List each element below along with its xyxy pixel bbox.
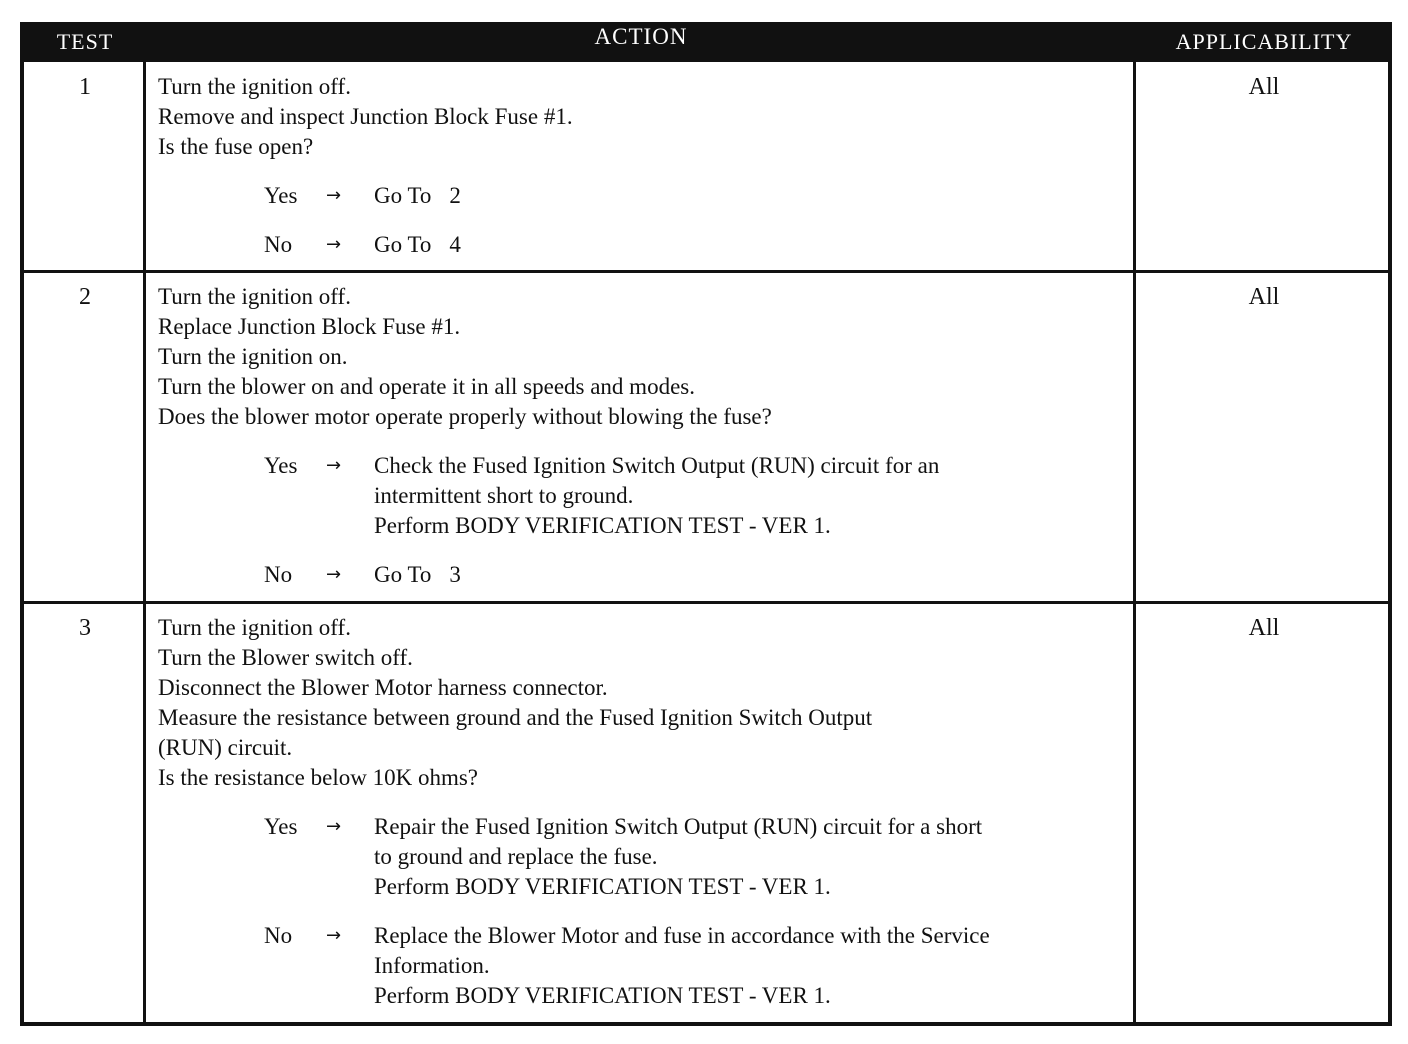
action-cell-1 [158,72,1128,260]
goto-text: Go To [374,562,432,587]
step-line: Remove and inspect Junction Block Fuse #1. [158,104,573,129]
step-line: Turn the ignition on. [158,344,348,369]
answer-line: Perform BODY VERIFICATION TEST - VER 1. [374,513,831,538]
step-line: Measure the resistance between ground and the Fused Ignition Switch Output [158,705,873,730]
step-line: Turn the ignition off. [158,615,351,640]
answer-line: Check the Fused Ignition Switch Output (RUN) circuit for an [374,453,940,478]
answer-line: Replace the Blower Motor and fuse in accordance with the Service [374,923,990,948]
goto-number: 4 [449,232,461,257]
test-number-3: 3 [79,615,91,641]
step-line: Turn the Blower switch off. [158,645,413,670]
answer-line: to ground and replace the fuse. [374,844,658,869]
action-cell-2 [158,282,1128,590]
test-number-1: 1 [79,74,91,100]
action-cell-3 [158,613,1128,1011]
goto-target [374,230,1128,260]
answer-label: No [264,923,293,948]
step-line: Turn the ignition off. [158,74,351,99]
step-line: Is the fuse open? [158,134,314,159]
goto-target [374,560,1128,590]
diagnostic-table [20,22,1392,1026]
answer-body [374,812,1128,902]
answer-line: Perform BODY VERIFICATION TEST - VER 1. [374,874,831,899]
goto-target [374,181,1128,211]
answer-label: Yes [264,814,298,839]
answer-yes [158,451,1128,541]
step-line: Turn the ignition off. [158,284,351,309]
answer-label: Yes [264,183,298,208]
goto-number: 2 [449,183,461,208]
answer-yes [158,181,1128,211]
arrow-right-icon: → [326,185,342,206]
answer-no [158,230,1128,260]
answer-line: Perform BODY VERIFICATION TEST - VER 1. [374,983,831,1008]
step-line: (RUN) circuit. [158,735,293,760]
answer-no [158,560,1128,590]
arrow-right-icon: → [326,816,342,837]
answer-label: No [264,562,293,587]
step-line: Is the resistance below 10K ohms? [158,765,479,790]
answer-line: intermittent short to ground. [374,483,634,508]
applicability-2: All [1248,284,1280,310]
goto-text: Go To [374,232,432,257]
answer-label: Yes [264,453,298,478]
arrow-right-icon: → [326,925,342,946]
row-divider [24,601,1388,604]
step-line: Turn the blower on and operate it in all speeds and modes. [158,374,695,399]
answer-body [374,921,1128,1011]
row-divider [24,270,1388,273]
step-line: Does the blower motor operate properly without blowing the fuse? [158,404,772,429]
step-line: Disconnect the Blower Motor harness connector. [158,675,608,700]
applicability-1: All [1248,74,1280,100]
step-line: Replace Junction Block Fuse #1. [158,314,461,339]
answer-body [374,451,1128,541]
answer-line: Repair the Fused Ignition Switch Output (RUN) circuit for a short [374,814,983,839]
goto-number: 3 [449,562,461,587]
arrow-right-icon: → [326,234,342,255]
applicability-3: All [1248,615,1280,641]
column-divider-test [143,62,146,1022]
column-divider-applicability [1133,62,1136,1022]
goto-text: Go To [374,183,432,208]
arrow-right-icon: → [326,564,342,585]
header-test: TEST [56,29,114,54]
header-action: ACTION [594,24,688,49]
table-header [24,22,1388,62]
answer-no [158,921,1128,1011]
header-applicability: APPLICABILITY [1175,29,1353,54]
answer-label: No [264,232,293,257]
arrow-right-icon: → [326,455,342,476]
test-number-2: 2 [79,284,91,310]
answer-yes [158,812,1128,902]
answer-line: Information. [374,953,490,978]
